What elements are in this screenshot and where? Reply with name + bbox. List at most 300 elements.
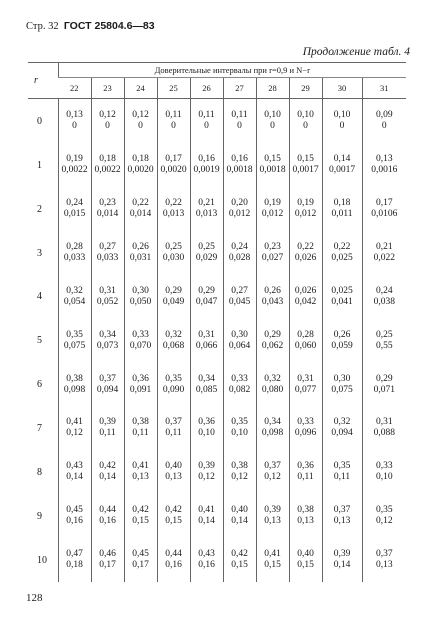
lower-bound: 0,0022 [61, 165, 88, 176]
lower-bound: 0,16 [165, 560, 182, 571]
column-header: 23 [91, 78, 124, 99]
lower-bound: 0 [138, 121, 143, 132]
table-row [28, 363, 406, 407]
lower-bound: 0,13 [333, 516, 351, 527]
upper-bound: 0,34 [99, 329, 116, 340]
interval-cell [190, 450, 223, 494]
table-body [28, 99, 406, 583]
lower-bound: 0,0018 [259, 165, 286, 176]
lower-bound: 0,12 [66, 428, 83, 439]
lower-bound: 0 [72, 121, 77, 132]
interval-cell [58, 363, 91, 407]
lower-bound: 0,0020 [127, 165, 154, 176]
lower-bound: 0,0017 [328, 165, 356, 176]
upper-bound: 0,18 [132, 154, 149, 165]
interval-cell [256, 231, 289, 275]
lower-bound: 0,071 [373, 384, 395, 395]
upper-bound: 0,25 [198, 242, 215, 252]
lower-bound: 0,10 [231, 428, 248, 439]
lower-bound: 0,17 [99, 560, 116, 571]
lower-bound: 0,025 [331, 253, 353, 263]
interval-cell [124, 143, 157, 187]
upper-bound: 0,30 [231, 329, 248, 340]
upper-bound: 0,45 [66, 505, 83, 516]
lower-bound: 0,12 [375, 516, 393, 527]
lower-bound: 0,12 [198, 472, 215, 483]
upper-bound: 0,34 [198, 373, 215, 384]
upper-bound: 0,28 [297, 329, 314, 340]
lower-bound: 0,026 [294, 253, 317, 263]
lower-bound: 0,028 [228, 253, 251, 263]
upper-bound: 0,21 [198, 198, 215, 209]
upper-bound: 0,42 [132, 505, 149, 516]
upper-bound: 0,14 [333, 154, 351, 165]
upper-bound: 0,41 [264, 549, 281, 560]
column-header: 25 [157, 78, 190, 99]
lower-bound: 0,55 [375, 340, 393, 351]
lower-bound: 0,012 [228, 209, 251, 220]
lower-bound: 0,16 [198, 560, 215, 571]
interval-cell [91, 494, 124, 538]
interval-cell [256, 319, 289, 363]
lower-bound: 0,14 [66, 472, 83, 483]
upper-bound: 0,40 [165, 461, 182, 472]
lower-bound: 0 [381, 121, 387, 132]
upper-bound: 0,29 [198, 285, 215, 296]
lower-bound: 0,031 [129, 253, 152, 263]
lower-bound: 0,043 [261, 296, 284, 307]
lower-bound: 0,098 [63, 384, 86, 395]
upper-bound: 0,13 [375, 154, 393, 165]
lower-bound: 0,16 [99, 516, 116, 527]
column-header: 29 [289, 78, 322, 99]
upper-bound: 0,11 [198, 110, 215, 121]
upper-bound: 0,44 [165, 549, 182, 560]
interval-cell [289, 450, 322, 494]
lower-bound: 0,047 [195, 296, 218, 307]
lower-bound: 0,012 [261, 209, 284, 220]
upper-bound: 0,37 [375, 549, 393, 560]
interval-cell [124, 363, 157, 407]
upper-bound: 0,35 [333, 461, 351, 472]
interval-cell [289, 363, 322, 407]
upper-bound: 0,22 [165, 198, 182, 209]
interval-cell [223, 99, 256, 144]
lower-bound: 0,13 [375, 560, 393, 571]
upper-bound: 0,36 [132, 373, 149, 384]
lower-bound: 0 [105, 121, 110, 132]
interval-cell [190, 231, 223, 275]
lower-bound: 0,13 [132, 472, 149, 483]
lower-bound: 0,013 [195, 209, 218, 220]
upper-bound: 0,21 [375, 242, 393, 252]
interval-cell [91, 407, 124, 451]
upper-bound: 0,19 [297, 198, 314, 209]
interval-cell [289, 231, 322, 275]
lower-bound: 0,012 [294, 209, 317, 220]
lower-bound: 0,045 [228, 296, 251, 307]
table-row [28, 450, 406, 494]
upper-bound: 0,42 [231, 549, 248, 560]
interval-cell [322, 231, 362, 275]
interval-cell [58, 319, 91, 363]
lower-bound: 0 [204, 121, 209, 132]
upper-bound: 0,16 [231, 154, 248, 165]
column-header: 31 [362, 78, 406, 99]
interval-cell [91, 538, 124, 582]
row-index: 8 [37, 466, 42, 478]
upper-bound: 0,35 [66, 329, 83, 340]
upper-bound: 0,39 [198, 461, 215, 472]
upper-bound: 0,37 [264, 461, 281, 472]
interval-cell [362, 538, 406, 582]
upper-bound: 0,32 [66, 285, 83, 296]
lower-bound: 0,073 [96, 340, 119, 351]
upper-bound: 0,30 [132, 285, 149, 296]
table-row [28, 319, 406, 363]
interval-cell [157, 99, 190, 144]
interval-cell [58, 231, 91, 275]
upper-bound: 0,15 [297, 154, 314, 165]
row-index: 5 [37, 335, 42, 347]
lower-bound: 0,080 [261, 384, 284, 395]
interval-cell [58, 99, 91, 144]
lower-bound: 0 [339, 121, 345, 132]
lower-bound: 0,014 [96, 209, 119, 220]
upper-bound: 0,29 [375, 373, 393, 384]
interval-cell [362, 231, 406, 275]
lower-bound: 0,030 [162, 253, 185, 263]
interval-cell [190, 143, 223, 187]
upper-bound: 0,18 [333, 198, 351, 209]
upper-bound: 0,40 [297, 549, 314, 560]
interval-cell [124, 231, 157, 275]
upper-bound: 0,22 [333, 242, 351, 252]
lower-bound: 0,064 [228, 340, 251, 351]
interval-cell [322, 407, 362, 451]
interval-cell [256, 407, 289, 451]
lower-bound: 0,13 [264, 516, 281, 527]
column-header: 28 [256, 78, 289, 99]
lower-bound: 0,15 [297, 560, 314, 571]
upper-bound: 0,17 [165, 154, 182, 165]
upper-bound: 0,24 [375, 285, 393, 296]
interval-cell [223, 275, 256, 319]
interval-cell [58, 450, 91, 494]
upper-bound: 0,42 [99, 461, 116, 472]
table-row [28, 187, 406, 231]
upper-bound: 0,15 [264, 154, 281, 165]
upper-bound: 0,18 [99, 154, 116, 165]
interval-cell [190, 538, 223, 582]
upper-bound: 0,27 [99, 242, 116, 252]
interval-cell [223, 187, 256, 231]
upper-bound: 0,10 [264, 110, 281, 121]
table-row [28, 275, 406, 319]
upper-bound: 0,20 [231, 198, 248, 209]
row-index: 9 [37, 510, 42, 522]
upper-bound: 0,12 [132, 110, 149, 121]
interval-cell [157, 275, 190, 319]
lower-bound: 0,082 [228, 384, 251, 395]
lower-bound: 0,075 [63, 340, 86, 351]
upper-bound: 0,25 [165, 242, 182, 252]
upper-bound: 0,26 [264, 285, 281, 296]
lower-bound: 0,038 [373, 296, 395, 307]
upper-bound: 0,33 [231, 373, 248, 384]
upper-bound: 0,38 [231, 461, 248, 472]
interval-cell [256, 187, 289, 231]
lower-bound: 0,054 [63, 296, 86, 307]
interval-cell [322, 538, 362, 582]
interval-cell [58, 143, 91, 187]
interval-cell [362, 494, 406, 538]
upper-bound: 0,43 [66, 461, 83, 472]
lower-bound: 0,059 [331, 340, 353, 351]
upper-bound: 0,31 [99, 285, 116, 296]
interval-cell [157, 450, 190, 494]
lower-bound: 0,027 [261, 253, 284, 263]
interval-cell [190, 275, 223, 319]
interval-cell [256, 143, 289, 187]
interval-cell [58, 407, 91, 451]
upper-bound: 0,38 [66, 373, 83, 384]
interval-cell [58, 275, 91, 319]
upper-bound: 0,31 [375, 417, 393, 428]
interval-cell [289, 99, 322, 144]
upper-bound: 0,17 [375, 198, 393, 209]
interval-cell [124, 319, 157, 363]
interval-cell [289, 494, 322, 538]
column-header: 24 [124, 78, 157, 99]
table-row [28, 538, 406, 582]
lower-bound: 0,094 [331, 428, 353, 439]
interval-cell [289, 143, 322, 187]
upper-bound: 0,29 [264, 329, 281, 340]
column-header: 30 [322, 78, 362, 99]
column-header: 27 [223, 78, 256, 99]
upper-bound: 0,36 [198, 417, 215, 428]
lower-bound: 0,011 [331, 209, 353, 220]
lower-bound: 0,17 [132, 560, 149, 571]
lower-bound: 0,15 [264, 560, 281, 571]
upper-bound: 0,32 [333, 417, 351, 428]
upper-bound: 0,29 [165, 285, 182, 296]
column-header: 22 [58, 78, 91, 99]
upper-bound: 0,32 [165, 329, 182, 340]
lower-bound: 0,050 [129, 296, 152, 307]
lower-bound: 0,11 [132, 428, 149, 439]
row-index: 6 [37, 379, 42, 391]
upper-bound: 0,35 [231, 417, 248, 428]
upper-bound: 0,23 [99, 198, 116, 209]
interval-cell [256, 363, 289, 407]
row-index: 2 [37, 203, 42, 215]
interval-cell [362, 407, 406, 451]
interval-cell [91, 99, 124, 144]
upper-bound: 0,41 [132, 461, 149, 472]
interval-cell [58, 187, 91, 231]
interval-cell [322, 363, 362, 407]
lower-bound: 0,13 [297, 516, 314, 527]
lower-bound: 0,022 [373, 253, 395, 263]
lower-bound: 0 [237, 121, 242, 132]
upper-bound: 0,10 [333, 110, 351, 121]
upper-bound: 0,23 [264, 242, 281, 252]
lower-bound: 0,0017 [292, 165, 319, 176]
column-header-row [28, 78, 406, 99]
upper-bound: 0,09 [375, 110, 393, 121]
lower-bound: 0,18 [66, 560, 83, 571]
lower-bound: 0,11 [333, 472, 351, 483]
interval-cell [256, 494, 289, 538]
upper-bound: 0,11 [165, 110, 182, 121]
lower-bound: 0,029 [195, 253, 218, 263]
interval-cell [190, 363, 223, 407]
upper-bound: 0,46 [99, 549, 116, 560]
row-index: 4 [37, 291, 42, 303]
interval-cell [124, 450, 157, 494]
lower-bound: 0,10 [375, 472, 393, 483]
lower-bound: 0,014 [129, 209, 152, 220]
lower-bound: 0,049 [162, 296, 185, 307]
lower-bound: 0,0020 [160, 165, 187, 176]
interval-cell [91, 187, 124, 231]
interval-cell [322, 143, 362, 187]
interval-cell [190, 407, 223, 451]
interval-cell [91, 231, 124, 275]
lower-bound: 0,14 [99, 472, 116, 483]
interval-cell [289, 319, 322, 363]
lower-bound: 0,033 [96, 253, 119, 263]
lower-bound: 0,14 [333, 560, 351, 571]
upper-bound: 0,33 [375, 461, 393, 472]
upper-bound: 0,26 [333, 329, 351, 340]
upper-bound: 0,31 [297, 373, 314, 384]
lower-bound: 0,013 [162, 209, 185, 220]
lower-bound: 0 [171, 121, 176, 132]
upper-bound: 0,45 [132, 549, 149, 560]
interval-cell [289, 407, 322, 451]
interval-cell [223, 143, 256, 187]
interval-cell [362, 275, 406, 319]
lower-bound: 0,0016 [371, 165, 398, 176]
upper-bound: 0,24 [231, 242, 248, 252]
interval-cell [157, 187, 190, 231]
interval-cell [157, 363, 190, 407]
interval-cell [322, 275, 362, 319]
interval-cell [322, 99, 362, 144]
lower-bound: 0,070 [129, 340, 152, 351]
upper-bound: 0,41 [66, 417, 83, 428]
lower-bound: 0,0019 [193, 165, 220, 176]
upper-bound: 0,38 [132, 417, 149, 428]
interval-cell [190, 187, 223, 231]
interval-cell [91, 450, 124, 494]
upper-bound: 0,38 [297, 505, 314, 516]
lower-bound: 0,041 [331, 296, 353, 307]
lower-bound: 0,098 [261, 428, 284, 439]
interval-cell [190, 319, 223, 363]
upper-bound: 0,35 [165, 373, 182, 384]
lower-bound: 0,088 [373, 428, 395, 439]
upper-bound: 0,16 [198, 154, 215, 165]
lower-bound: 0,14 [198, 516, 215, 527]
interval-cell [362, 187, 406, 231]
lower-bound: 0,094 [96, 384, 119, 395]
upper-bound: 0,37 [165, 417, 182, 428]
upper-bound: 0,19 [264, 198, 281, 209]
lower-bound: 0,12 [264, 472, 281, 483]
lower-bound: 0,075 [331, 384, 353, 395]
interval-cell [362, 143, 406, 187]
row-index: 10 [37, 554, 47, 566]
interval-cell [190, 494, 223, 538]
upper-bound: 0,31 [198, 329, 215, 340]
interval-cell [362, 363, 406, 407]
upper-bound: 0,37 [333, 505, 351, 516]
table-row [28, 99, 406, 144]
interval-cell [91, 363, 124, 407]
interval-cell [124, 407, 157, 451]
lower-bound: 0,15 [165, 516, 182, 527]
interval-cell [157, 538, 190, 582]
table-row [28, 231, 406, 275]
interval-cell [289, 538, 322, 582]
interval-cell [362, 319, 406, 363]
lower-bound: 0,16 [66, 516, 83, 527]
lower-bound: 0,060 [294, 340, 317, 351]
upper-bound: 0,36 [297, 461, 314, 472]
interval-cell [157, 231, 190, 275]
lower-bound: 0,12 [231, 472, 248, 483]
interval-cell [362, 99, 406, 144]
upper-bound: 0,25 [375, 329, 393, 340]
upper-bound: 0,27 [231, 285, 248, 296]
lower-bound: 0,11 [297, 472, 314, 483]
lower-bound: 0,0106 [371, 209, 398, 220]
lower-bound: 0,090 [162, 384, 185, 395]
upper-bound: 0,026 [294, 285, 317, 296]
upper-bound: 0,30 [333, 373, 351, 384]
upper-bound: 0,47 [66, 549, 83, 560]
interval-cell [322, 319, 362, 363]
interval-cell [190, 99, 223, 144]
interval-cell [256, 99, 289, 144]
lower-bound: 0,015 [63, 209, 86, 220]
upper-bound: 0,34 [264, 417, 281, 428]
interval-cell [322, 494, 362, 538]
table-continuation-caption: Продолжение табл. 4 [302, 46, 410, 58]
interval-cell [223, 319, 256, 363]
lower-bound: 0,062 [261, 340, 284, 351]
lower-bound: 0,11 [165, 428, 182, 439]
lower-bound: 0,13 [165, 472, 182, 483]
lower-bound: 0,14 [231, 516, 248, 527]
interval-cell [256, 450, 289, 494]
interval-cell [223, 231, 256, 275]
upper-bound: 0,40 [231, 505, 248, 516]
table-row [28, 494, 406, 538]
interval-cell [157, 143, 190, 187]
upper-bound: 0,39 [99, 417, 116, 428]
interval-cell [223, 450, 256, 494]
lower-bound: 0,0022 [94, 165, 121, 176]
lower-bound: 0,042 [294, 296, 317, 307]
row-index: 0 [37, 115, 42, 127]
lower-bound: 0,0018 [226, 165, 253, 176]
interval-cell [289, 275, 322, 319]
